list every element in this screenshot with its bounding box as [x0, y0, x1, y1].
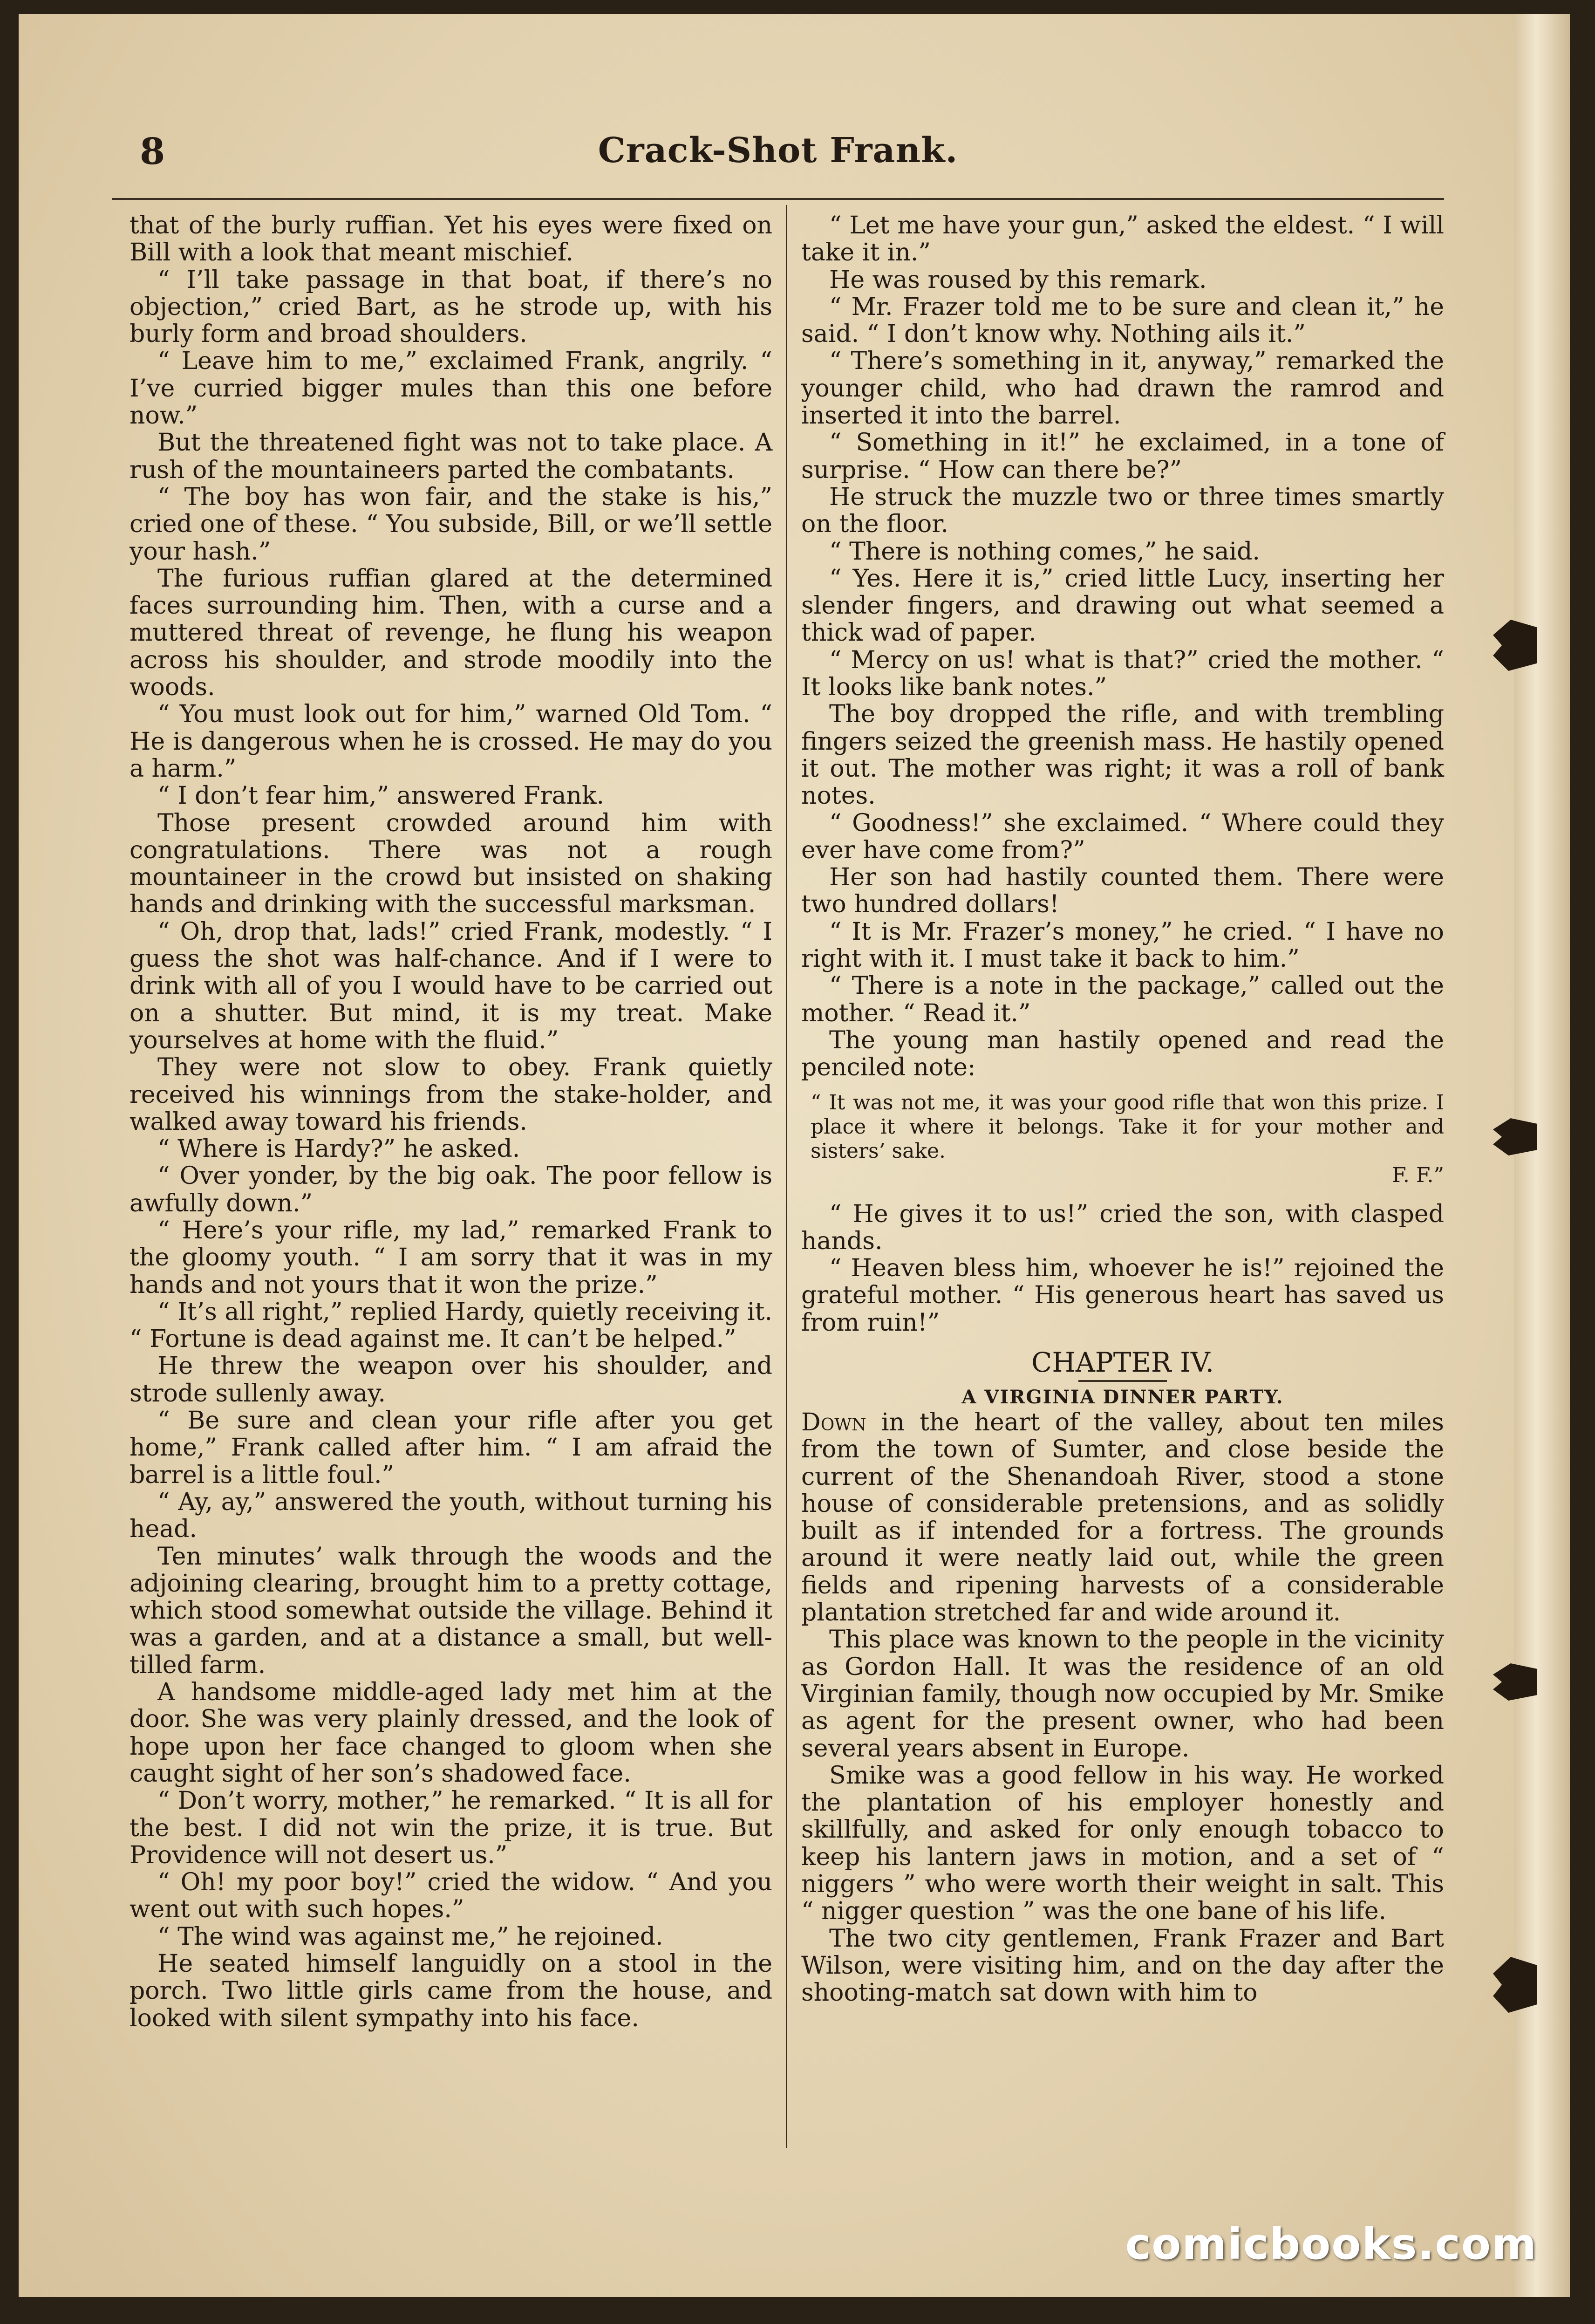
header-rule — [112, 198, 1444, 200]
paragraph: “ He gives it to us!” cried the son, with clasped hands. — [801, 1200, 1444, 1255]
note-body: “ It was not me, it was your good rifle that won this prize. I place it where it belongs. Take it for your mother and sisters’ sake. — [811, 1090, 1444, 1163]
paragraph: The two city gentlemen, Frank Frazer and Bart Wilson, were visiting him, and on the day after the shooting-match sat down with him to — [801, 1924, 1444, 2007]
paragraph: “ Goodness!” she exclaimed. “ Where could they ever have come from?” — [801, 809, 1444, 864]
edge-tear — [1493, 620, 1537, 671]
paragraph: “ The boy has won fair, and the stake is his,” cried one of these. “ You subside, Bill, or we’ll settle your hash.” — [130, 483, 772, 566]
paragraph: “ I don’t fear him,” answered Frank. — [157, 782, 605, 810]
paragraph: “ Let me have your gun,” asked the eldest. “ I will take it in.” — [801, 212, 1444, 267]
note-signature: F. F.” — [1392, 1163, 1444, 1187]
page-spine — [1514, 14, 1570, 2297]
paragraph: A handsome middle-aged lady met him at the door. She was very plainly dressed, and the look of hope upon her face changed to gloom when she caught sight of her son’s shadowed face. — [130, 1678, 772, 1788]
paragraph: “ Mercy on us! what is that?” cried the mother. “ It looks like bank notes.” — [801, 646, 1444, 702]
right-column — [801, 212, 1444, 2007]
paragraph: The boy dropped the rifle, and with trembling fingers seized the greenish mass. He hastily opened it out. The mother was right; it was a roll of bank notes. — [801, 700, 1444, 810]
penciled-note — [811, 1091, 1444, 1188]
paragraph: He seated himself languidly on a stool in the porch. Two little girls came from the house, and looked with silent sympathy into his face. — [130, 1950, 772, 2032]
paragraph: Those present crowded around him with congratulations. There was not a rough mountaineer in the crowd but insisted on shaking hands and drinking with the successful marksman. — [130, 809, 772, 919]
paragraph: “ Yes. Here it is,” cried little Lucy, inserting her slender fingers, and drawing out what seemed a thick wad of paper. — [801, 564, 1444, 647]
paragraph: “ Something in it!” he exclaimed, in a tone of surprise. “ How can there be?” — [801, 429, 1444, 484]
paragraph: “ Heaven bless him, whoever he is!” rejoined the grateful mother. “ His generous heart has saved us from ruin!” — [801, 1254, 1444, 1337]
column-divider — [786, 205, 787, 2148]
chapter-opening-paragraph — [801, 1409, 1444, 1626]
running-title: Crack-Shot Frank. — [598, 130, 958, 171]
paragraph: “ You must look out for him,” warned Old Tom. “ He is dangerous when he is crossed. He may do you a harm.” — [130, 700, 772, 783]
paragraph: He threw the weapon over his shoulder, and strode sullenly away. — [130, 1352, 772, 1408]
page-header — [112, 121, 1444, 177]
edge-tear — [1493, 1118, 1537, 1155]
paragraph: Ten minutes’ walk through the woods and the adjoining clearing, brought him to a pretty cottage, which stood somewhat outside the village. Behind it was a garden, and at a distance a small, but well-tilled farm. — [130, 1542, 772, 1679]
paragraph: Smike was a good fellow in his way. He worked the plantation of his employer honestly and skillfully, and asked for only enough tobacco to keep his lantern jaws in motion, and a set of “ niggers ” who were worth their weight in salt. This “ nigger question ” was the one bane of his life. — [801, 1761, 1444, 1926]
paragraph: He struck the muzzle two or three times smartly on the floor. — [801, 483, 1444, 539]
paragraph: “ There’s something in it, anyway,” remarked the younger child, who had drawn the ramrod and inserted it into the barrel. — [801, 347, 1444, 430]
paragraph: “ It’s all right,” replied Hardy, quietly receiving it. “ Fortune is dead against me. It can’t be helped.” — [130, 1298, 772, 1353]
paragraph: “ Where is Hardy?” he asked. — [157, 1135, 520, 1163]
paragraph: The young man hastily opened and read the penciled note: — [801, 1026, 1444, 1082]
paragraph: Her son had hastily counted them. There were two hundred dollars! — [801, 863, 1444, 919]
paragraph: He was roused by this remark. — [829, 266, 1207, 294]
paragraph: “ There is nothing comes,” he said. — [829, 537, 1260, 566]
left-column — [130, 212, 772, 2032]
paragraph: They were not slow to obey. Frank quietly received his winnings from the stake-holder, and walked away toward his friends. — [130, 1053, 772, 1136]
book-page — [19, 14, 1570, 2297]
chapter-first-word: Down — [801, 1408, 866, 1436]
paragraph: “ Oh! my poor boy!” cried the widow. “ And you went out with such hopes.” — [130, 1868, 772, 1924]
paragraph: that of the burly ruffian. Yet his eyes were fixed on Bill with a look that meant mischief. — [130, 212, 772, 267]
paragraph: “ Don’t worry, mother,” he remarked. “ It is all for the best. I did not win the prize, it is true. But Providence will not desert us.” — [130, 1787, 772, 1869]
paragraph: “ Be sure and clean your rifle after you get home,” Frank called after him. “ I am afraid the barrel is a little foul.” — [130, 1407, 772, 1489]
paragraph: “ It is Mr. Frazer’s money,” he cried. “ I have no right with it. I must take it back to him.” — [801, 917, 1444, 973]
page-number: 8 — [140, 130, 165, 173]
paragraph: “ Here’s your rifle, my lad,” remarked Frank to the gloomy youth. “ I am sorry that it was in my hands and not yours that it won the prize.” — [130, 1216, 772, 1299]
paragraph: “ Oh, drop that, lads!” cried Frank, modestly. “ I guess the shot was half-chance. And if I were to drink with all of you I would have to be carried out on a shutter. But mind, it is my treat. Make yourselves at home with the fluid.” — [130, 917, 772, 1054]
paragraph: “ I’ll take passage in that boat, if there’s no objection,” cried Bart, as he strode up, with his burly form and broad shoulders. — [130, 266, 772, 349]
paragraph: The furious ruffian glared at the determined faces surrounding him. Then, with a curse and a muttered threat of revenge, he flung his weapon across his shoulder, and strode moodily into the woods. — [130, 564, 772, 702]
chapter-heading: CHAPTER IV. — [1031, 1346, 1214, 1378]
chapter-opening-text: in the heart of the valley, about ten miles from the town of Sumter, and close beside the current of the Shenandoah River, stood a stone house of considerable pretensions, and as solidly built as if intended for a fortress. The grounds around it were neatly laid out, while the green fields and ripening harvests of a considerable plantation stretched far and wide around it. — [801, 1408, 1444, 1627]
paragraph: “ Mr. Frazer told me to be sure and clean it,” he said. “ I don’t know why. Nothing ails it.” — [801, 293, 1444, 349]
paragraph: “ Ay, ay,” answered the youth, without turning his head. — [130, 1488, 772, 1544]
paragraph: This place was known to the people in the vicinity as Gordon Hall. It was the residence of an old Virginian family, though now occupied by Mr. Smike as agent for the present owner, who had been several years absent in Europe. — [801, 1626, 1444, 1763]
edge-tear — [1493, 1957, 1537, 2013]
site-watermark: comicbooks.com — [1125, 2219, 1537, 2269]
right-column-dialogue — [801, 212, 1444, 1081]
chapter-body — [801, 1626, 1444, 2006]
paragraph: “ There is a note in the package,” called out the mother. “ Read it.” — [801, 972, 1444, 1027]
paragraph: “ Over yonder, by the big oak. The poor fellow is awfully down.” — [130, 1162, 772, 1217]
edge-tear — [1493, 1663, 1537, 1701]
paragraph: But the threatened fight was not to take place. A rush of the mountaineers parted the combatants. — [130, 429, 772, 484]
paragraph: “ The wind was against me,” he rejoined. — [157, 1922, 663, 1951]
chapter-rule — [1078, 1380, 1167, 1382]
paragraph: “ Leave him to me,” exclaimed Frank, angrily. “ I’ve curried bigger mules than this one before now.” — [130, 347, 772, 430]
chapter-subtitle: A VIRGINIA DINNER PARTY. — [961, 1386, 1284, 1408]
right-column-dialogue-end — [801, 1201, 1444, 1336]
